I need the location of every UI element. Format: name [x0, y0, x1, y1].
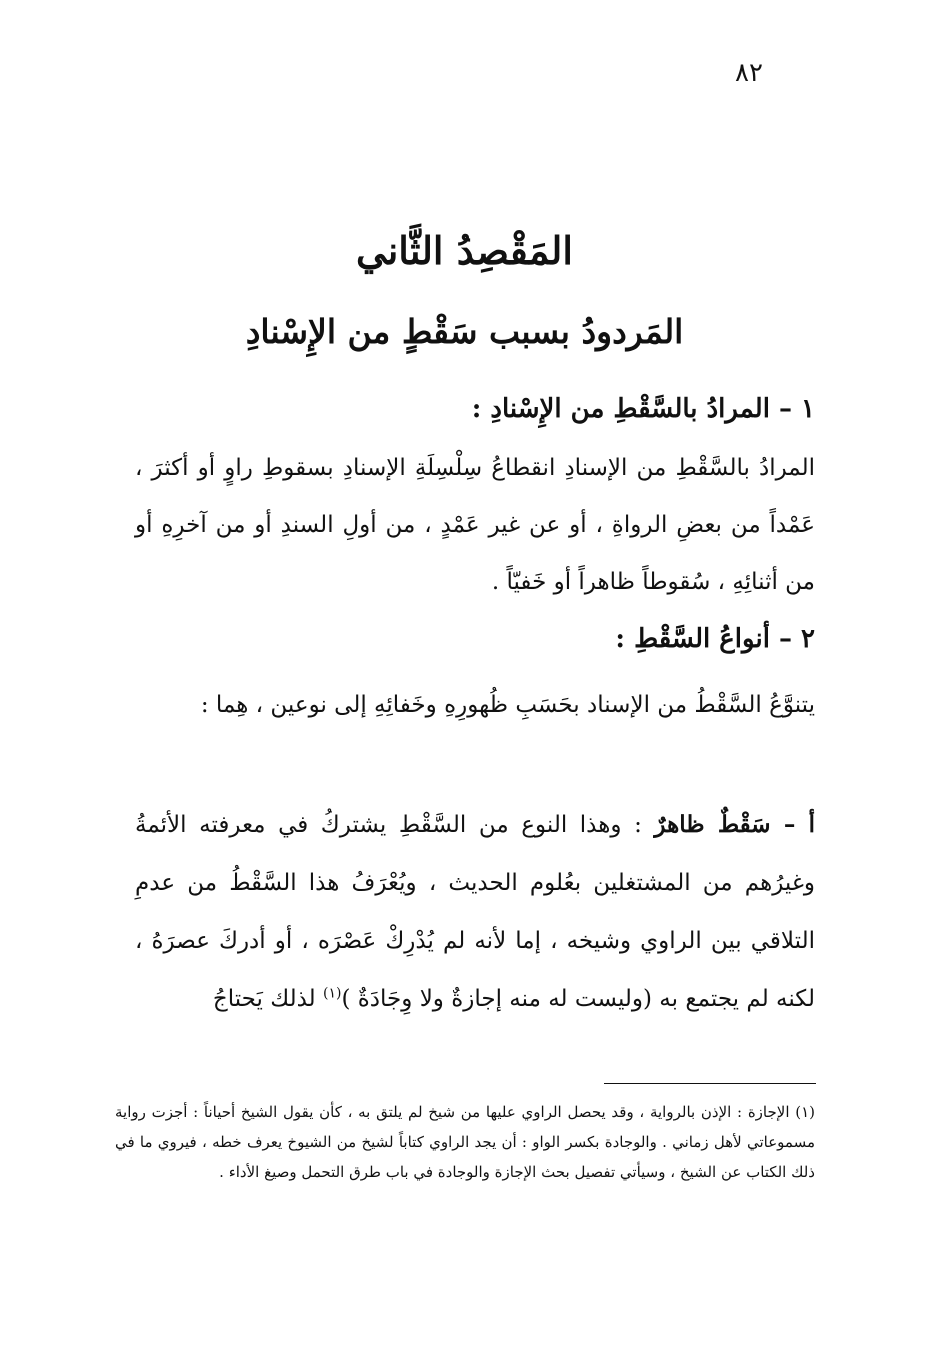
footnote: (١) الإجازة : الإذن بالرواية ، وقد يحصل الراوي عليها من شيخ لم يلتق به ، كأن يقول الشيخ أحياناً : أجزت رواية مسموعاتي لأهل زماني . والوجادة بكسر الواو : أن يجد الراوي كتاباً لشيخ من الشيوخ يعرف خطه ، فيروي ما في ذلك الكتاب عن الشيخ ، وسيأتي تفصيل بحث الإجازة والوجادة في باب طرق التحمل وصيغ الأداء .	[115, 1103, 815, 1181]
section-1-paragraph: المرادُ بالسَّقْطِ من الإسنادِ انقطاعُ سِلْسِلَةِ الإسنادِ بسقوطِ راوٍ أو أكثرَ ، عَمْداً من بعضِ الرواةِ ، أو عن غير عَمْدٍ ، من أولِ السندِ أو من آخرِهِ أو من أثنائِهِ ، سُقوطاً ظاهراً أو خَفيّاً .	[135, 455, 815, 595]
list-item-a-marker: أ – سَقْطٌ ظاهرٌ	[654, 811, 815, 838]
chapter-subtitle: المَردودُ بسبب سَقْطٍ من الإِسْنادِ	[245, 312, 684, 351]
list-item-a	[135, 796, 815, 1028]
list-item-a-text: : وهذا النوع من السَّقْطِ يشتركُ في معرفته الأئمةُ وغيرُهم من المشتغلين بعُلوم الحديث ، ويُعْرَفُ هذا السَّقْطُ من عدمِ التلاقي بين الراوي وشيخه ، إما لأنه لم يُدْرِكْ عَصْرَه ، أو أدركَ عصرَهُ ، لكنه لم يجتمع به (وليست له منه إجازةٌ ولا وِجَادَةٌ )	[135, 812, 815, 1012]
section-1-heading: ١ – المرادُ بالسَّقْطِ من الإِسْنادِ :	[471, 394, 815, 424]
section-2-heading: ٢ – أنواعُ السَّقْطِ :	[615, 624, 815, 654]
list-item-a-tail: لذلك يَحتاجُ	[212, 986, 323, 1012]
page-number: ٨٢	[735, 58, 763, 88]
section-2-paragraph: يتنوَّعُ السَّقْطُ من الإسناد بحَسَبِ ظُهورِهِ وخَفائِهِ إلى نوعين ، هِما :	[200, 692, 815, 718]
footnote-reference: (١)	[323, 985, 342, 1002]
chapter-title: المَقْصِدُ الثَّاني	[356, 228, 573, 273]
footnote-divider	[604, 1083, 816, 1084]
